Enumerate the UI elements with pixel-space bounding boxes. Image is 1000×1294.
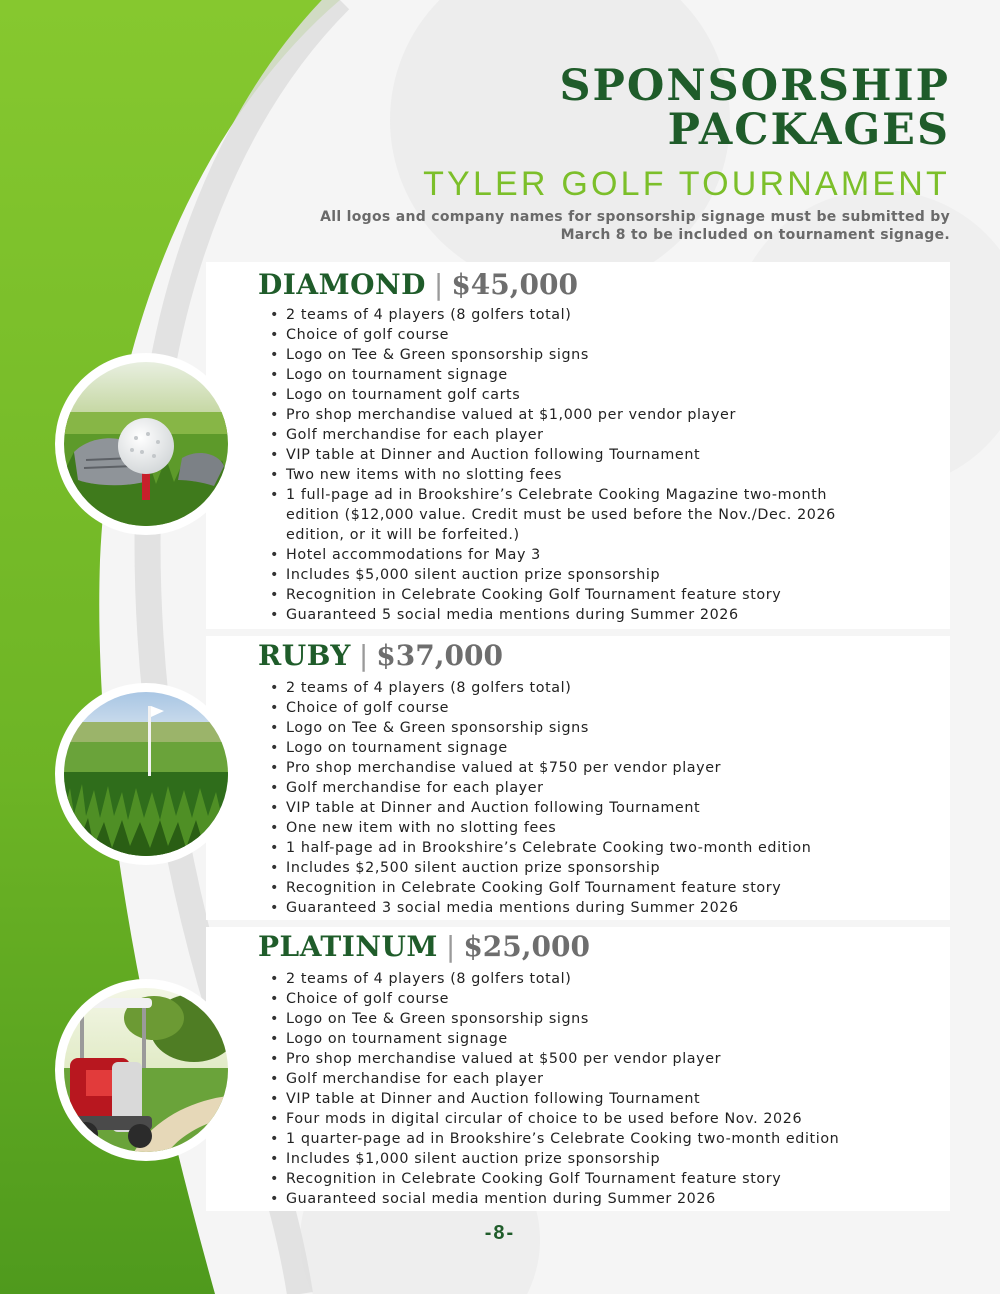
list-item: • Logo on tournament signage	[258, 738, 948, 758]
list-item: • Logo on Tee & Green sponsorship signs	[258, 718, 948, 738]
title-line-2: PACKAGES	[667, 105, 950, 155]
list-item: • Guaranteed 3 social media mentions during Summer 2026	[258, 898, 948, 918]
photo-golf-ball	[55, 353, 237, 535]
package-benefits-list	[258, 969, 948, 1209]
list-item: • 2 teams of 4 players (8 golfers total)	[258, 305, 948, 325]
list-item: • VIP table at Dinner and Auction following Tournament	[258, 445, 948, 465]
signage-note-line-1: All logos and company names for sponsorship signage must be submitted by	[320, 209, 950, 225]
list-item: • Includes $1,000 silent auction prize sponsorship	[258, 1149, 948, 1169]
list-item: • Choice of golf course	[258, 698, 948, 718]
list-item: • 2 teams of 4 players (8 golfers total)	[258, 678, 948, 698]
list-item: • Choice of golf course	[258, 989, 948, 1009]
list-item: • Includes $2,500 silent auction prize sponsorship	[258, 858, 948, 878]
package-diamond	[258, 266, 948, 625]
package-price: $25,000	[463, 929, 590, 963]
signage-note	[250, 208, 950, 244]
golf-green-flag-icon	[64, 692, 228, 856]
golf-ball-on-tee-icon	[64, 362, 228, 526]
list-item: • Recognition in Celebrate Cooking Golf Tournament feature story	[258, 878, 948, 898]
list-item: • Recognition in Celebrate Cooking Golf Tournament feature story	[258, 585, 948, 605]
package-name: PLATINUM	[258, 929, 438, 963]
list-item: • Golf merchandise for each player	[258, 425, 948, 445]
photo-golf-cart	[55, 979, 237, 1161]
list-item: • Golf merchandise for each player	[258, 778, 948, 798]
package-separator: |	[445, 929, 456, 963]
package-separator: |	[433, 267, 444, 301]
list-item: • Guaranteed social media mention during Summer 2026	[258, 1189, 948, 1209]
list-item: • VIP table at Dinner and Auction following Tournament	[258, 798, 948, 818]
list-item: • Logo on Tee & Green sponsorship signs	[258, 1009, 948, 1029]
list-item: • Recognition in Celebrate Cooking Golf Tournament feature story	[258, 1169, 948, 1189]
package-name: DIAMOND	[258, 267, 426, 301]
list-item: • Logo on tournament golf carts	[258, 385, 948, 405]
package-ruby	[258, 637, 948, 918]
list-item: • Includes $5,000 silent auction prize sponsorship	[258, 565, 948, 585]
package-separator: |	[358, 638, 369, 672]
package-benefits-list	[258, 305, 948, 625]
list-item: • Logo on Tee & Green sponsorship signs	[258, 345, 948, 365]
package-name: RUBY	[258, 638, 351, 672]
list-item: • Pro shop merchandise valued at $1,000 per vendor player	[258, 405, 948, 425]
package-price: $37,000	[376, 638, 503, 672]
signage-note-line-2: March 8 to be included on tournament signage.	[560, 227, 950, 243]
list-item: • Pro shop merchandise valued at $500 per vendor player	[258, 1049, 948, 1069]
list-item: • Golf merchandise for each player	[258, 1069, 948, 1089]
list-item: • VIP table at Dinner and Auction following Tournament	[258, 1089, 948, 1109]
package-heading	[258, 266, 948, 302]
list-item: • Logo on tournament signage	[258, 1029, 948, 1049]
list-item: • Hotel accommodations for May 3	[258, 545, 948, 565]
title-line-1: SPONSORSHIP	[559, 61, 950, 111]
subtitle: TYLER GOLF TOURNAMENT	[423, 165, 950, 203]
package-heading	[258, 928, 948, 964]
package-benefits-list	[258, 678, 948, 918]
list-item: • 1 quarter-page ad in Brookshire’s Celebrate Cooking two-month edition	[258, 1129, 948, 1149]
package-price: $45,000	[451, 267, 578, 301]
header	[250, 61, 950, 244]
list-item: • Guaranteed 5 social media mentions during Summer 2026	[258, 605, 948, 625]
page-number: -8-	[484, 1222, 516, 1244]
list-item: • Pro shop merchandise valued at $750 per vendor player	[258, 758, 948, 778]
photo-golf-green	[55, 683, 237, 865]
list-item: • One new item with no slotting fees	[258, 818, 948, 838]
list-item: • 1 half-page ad in Brookshire’s Celebrate Cooking two-month edition	[258, 838, 948, 858]
golf-cart-icon	[64, 988, 228, 1152]
package-platinum	[258, 928, 948, 1209]
list-item: • Logo on tournament signage	[258, 365, 948, 385]
list-item: • Four mods in digital circular of choice to be used before Nov. 2026	[258, 1109, 948, 1129]
list-item: • Two new items with no slotting fees	[258, 465, 948, 485]
list-item: • 2 teams of 4 players (8 golfers total)	[258, 969, 948, 989]
list-item: • Choice of golf course	[258, 325, 948, 345]
package-heading	[258, 637, 948, 673]
list-item: • 1 full-page ad in Brookshire’s Celebrate Cooking Magazine two-month edition ($12,000 value. Credit must be used before the Nov./Dec. 2026 edition, or it will be forfeited.)	[258, 485, 948, 545]
